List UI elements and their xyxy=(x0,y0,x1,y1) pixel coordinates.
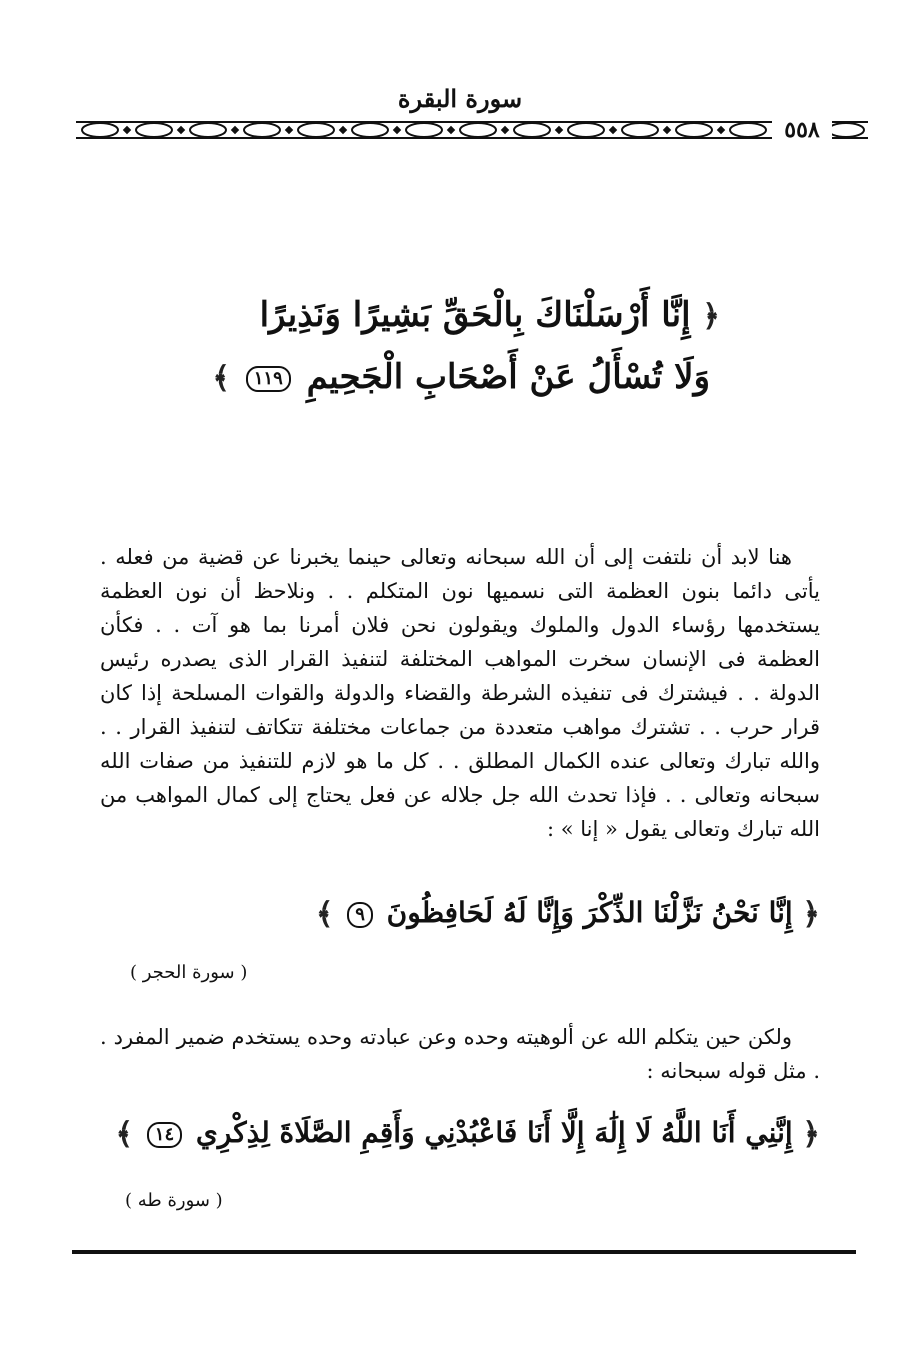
body-paragraph-1 xyxy=(100,540,820,846)
ayah-number-badge: ١١٩ xyxy=(246,366,291,392)
quote2-close-ornament: ﴾ xyxy=(115,1117,134,1152)
quote1-text: إِنَّا نَحْنُ نَزَّلْنَا الذِّكْرَ وَإِنَّا لَهُ لَحَافِظُونَ xyxy=(386,896,793,929)
quote2-ayah-badge: ١٤ xyxy=(147,1122,182,1148)
quote1-ayah-badge: ٩ xyxy=(347,902,373,928)
verse-line-1 xyxy=(240,290,720,342)
surah-title: سورة البقرة xyxy=(397,84,523,113)
verse-open-ornament: ﴿ xyxy=(702,299,720,334)
paragraph-1-text: هنا لابد أن نلتفت إلى أن الله سبحانه وتعالى حينما يخبرنا عن قضية من فعله . يأتى دائما بنون العظمة التى نسميها نون المتكلم . . ونلاحظ أن نون العظمة يستخدمها رؤساء الدول والملوك ويقولون نحن فلان أمرنا بما هو آت . . فكأن العظمة فى الإنسان سخرت المواهب المختلفة لتنفيذ القرار الذى يصدره رئيس الدولة . . فيشترك فى تنفيذه الشرطة والقضاء والدولة والقوات المسلحة إذا كان قرار حرب . . تشترك مواهب متعددة من جماعات مختلفة تتكاتف لتنفيذ القرار . . والله تبارك وتعالى عنده الكمال المطلق . . كل ما هو لازم للتنفيذ من صفات الله سبحانه وتعالى . . فإذا تحدث الله جل جلاله عن فعل يحتاج إلى كمال المواهب من الله تبارك وتعالى يقول « إنا » : xyxy=(100,545,820,841)
verse-line-2 xyxy=(212,352,710,404)
verse-text-2: وَلَا تُسْأَلُ عَنْ أَصْحَابِ الْجَحِيمِ xyxy=(306,357,710,397)
header-ornament-band xyxy=(76,116,868,144)
quote2-text: إِنَّنِي أَنَا اللَّهُ لَا إِلَٰهَ إِلَّا أَنَا فَاعْبُدْنِي وَأَقِمِ الصَّلَاةَ لِذِكْرِي xyxy=(195,1116,793,1149)
body-paragraph-2 xyxy=(100,1020,820,1088)
paragraph-2-text: ولكن حين يتكلم الله عن ألوهيته وحده وعن عبادته وحده يستخدم ضمير المفرد . . مثل قوله سبحانه : xyxy=(100,1025,820,1083)
footer-rule xyxy=(72,1250,856,1254)
verse-text-1: إِنَّا أَرْسَلْنَاكَ بِالْحَقِّ بَشِيرًا وَنَذِيرًا xyxy=(259,295,691,335)
source-citation-1: ( سورة الحجر ) xyxy=(130,962,248,983)
verse-close-ornament: ﴾ xyxy=(212,361,230,396)
page-number: ٥٥٨ xyxy=(772,116,832,144)
quran-quote-2 xyxy=(115,1116,820,1152)
quote1-close-ornament: ﴾ xyxy=(315,897,334,932)
source-citation-2: ( سورة طه ) xyxy=(125,1190,223,1211)
quote1-open-ornament: ﴿ xyxy=(802,897,820,932)
quote2-open-ornament: ﴿ xyxy=(802,1117,820,1152)
quran-quote-1 xyxy=(315,896,820,932)
